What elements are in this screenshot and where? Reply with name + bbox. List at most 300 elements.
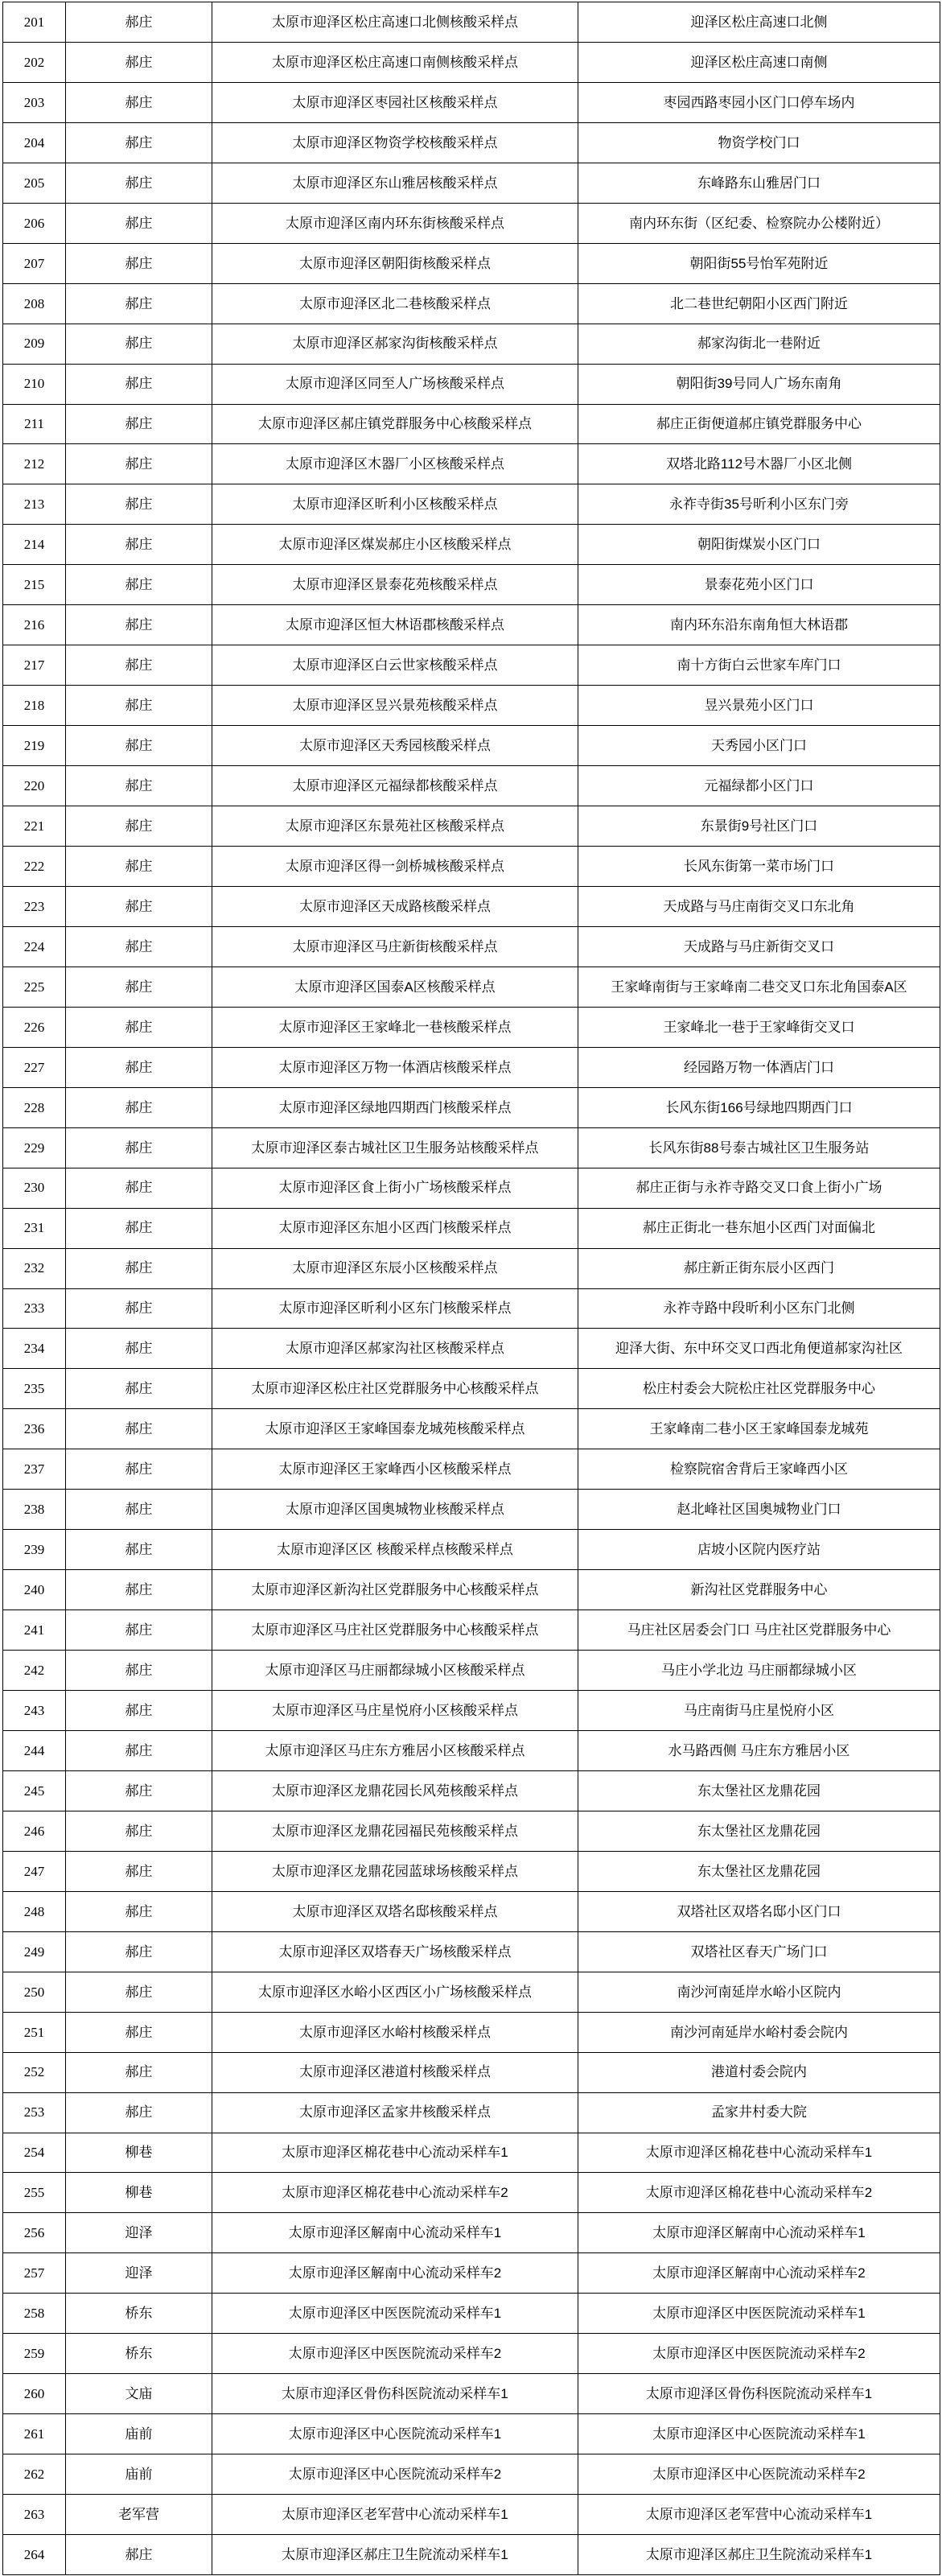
table-row (3, 2253, 940, 2294)
row-number-cell: 240 (3, 1570, 66, 1610)
site-name-cell: 太原市迎泽区元福绿都核酸采样点 (212, 766, 578, 806)
row-number-cell: 261 (3, 2414, 66, 2454)
site-name-cell: 太原市迎泽区港道村核酸采样点 (212, 2052, 578, 2092)
address-cell: 店坡小区院内医疗站 (578, 1530, 940, 1570)
district-cell: 郝庄 (66, 1248, 212, 1288)
table-row (3, 243, 940, 283)
site-name-cell: 太原市迎泽区国泰A区核酸采样点 (212, 967, 578, 1007)
district-cell: 郝庄 (66, 1770, 212, 1811)
site-name-cell: 太原市迎泽区食上街小广场核酸采样点 (212, 1168, 578, 1208)
site-name-cell: 太原市迎泽区北二巷核酸采样点 (212, 283, 578, 324)
row-number-cell: 253 (3, 2092, 66, 2133)
site-name-cell: 太原市迎泽区中医医院流动采样车1 (212, 2294, 578, 2334)
site-name-cell: 太原市迎泽区区 核酸采样点核酸采样点 (212, 1530, 578, 1570)
table-row (3, 2294, 940, 2334)
site-name-cell: 太原市迎泽区同至人广场核酸采样点 (212, 364, 578, 404)
row-number-cell: 231 (3, 1208, 66, 1248)
sampling-sites-table (2, 2, 940, 2575)
site-name-cell: 太原市迎泽区郝家沟街核酸采样点 (212, 324, 578, 364)
site-name-cell: 太原市迎泽区解南中心流动采样车1 (212, 2213, 578, 2253)
table-row (3, 886, 940, 926)
table-row (3, 1730, 940, 1770)
district-cell: 迎泽 (66, 2213, 212, 2253)
row-number-cell: 251 (3, 2012, 66, 2052)
table-row (3, 1530, 940, 1570)
row-number-cell: 256 (3, 2213, 66, 2253)
table-row (3, 645, 940, 686)
address-cell: 枣园西路枣园小区门口停车场内 (578, 82, 940, 122)
district-cell: 郝庄 (66, 645, 212, 686)
district-cell: 迎泽 (66, 2253, 212, 2294)
address-cell: 太原市迎泽区棉花巷中心流动采样车1 (578, 2133, 940, 2173)
table-row (3, 404, 940, 444)
district-cell: 郝庄 (66, 726, 212, 766)
site-name-cell: 太原市迎泽区南内环东街核酸采样点 (212, 203, 578, 243)
row-number-cell: 262 (3, 2454, 66, 2495)
address-cell: 元福绿都小区门口 (578, 766, 940, 806)
site-name-cell: 太原市迎泽区棉花巷中心流动采样车1 (212, 2133, 578, 2173)
address-cell: 迎泽大街、东中环交叉口西北角便道郝家沟社区 (578, 1329, 940, 1369)
table-row (3, 1087, 940, 1127)
district-cell: 郝庄 (66, 1691, 212, 1731)
table-row (3, 2012, 940, 2052)
district-cell: 郝庄 (66, 364, 212, 404)
row-number-cell: 218 (3, 686, 66, 726)
row-number-cell: 264 (3, 2535, 66, 2575)
district-cell: 郝庄 (66, 1329, 212, 1369)
table-row (3, 1931, 940, 1972)
site-name-cell: 太原市迎泽区郝家沟社区核酸采样点 (212, 1329, 578, 1369)
row-number-cell: 209 (3, 324, 66, 364)
address-cell: 南十方街白云世家车库门口 (578, 645, 940, 686)
address-cell: 马庄小学北边 马庄丽都绿城小区 (578, 1651, 940, 1691)
table-row (3, 1691, 940, 1731)
district-cell: 郝庄 (66, 1651, 212, 1691)
address-cell: 王家峰北一巷于王家峰街交叉口 (578, 1007, 940, 1047)
district-cell: 郝庄 (66, 2012, 212, 2052)
district-cell: 郝庄 (66, 1007, 212, 1047)
address-cell: 东太堡社区龙鼎花园 (578, 1811, 940, 1851)
address-cell: 东峰路东山雅居门口 (578, 163, 940, 203)
row-number-cell: 222 (3, 847, 66, 887)
site-name-cell: 太原市迎泽区龙鼎花园蓝球场核酸采样点 (212, 1851, 578, 1891)
site-name-cell: 太原市迎泽区松庄高速口北侧核酸采样点 (212, 2, 578, 43)
row-number-cell: 247 (3, 1851, 66, 1891)
district-cell: 郝庄 (66, 1288, 212, 1329)
site-name-cell: 太原市迎泽区松庄社区党群服务中心核酸采样点 (212, 1369, 578, 1409)
table-row (3, 122, 940, 163)
address-cell: 朝阳街煤炭小区门口 (578, 525, 940, 565)
site-name-cell: 太原市迎泽区朝阳街核酸采样点 (212, 243, 578, 283)
table-row (3, 1007, 940, 1047)
site-name-cell: 太原市迎泽区松庄高速口南侧核酸采样点 (212, 42, 578, 82)
table-row (3, 2092, 940, 2133)
address-cell: 郝庄正街便道郝庄镇党群服务中心 (578, 404, 940, 444)
row-number-cell: 201 (3, 2, 66, 43)
address-cell: 王家峰南街与王家峰南二巷交叉口东北角国泰A区 (578, 967, 940, 1007)
row-number-cell: 228 (3, 1087, 66, 1127)
district-cell: 桥东 (66, 2334, 212, 2374)
site-name-cell: 太原市迎泽区天成路核酸采样点 (212, 886, 578, 926)
row-number-cell: 230 (3, 1168, 66, 1208)
site-name-cell: 太原市迎泽区东景苑社区核酸采样点 (212, 806, 578, 847)
row-number-cell: 263 (3, 2495, 66, 2535)
row-number-cell: 241 (3, 1610, 66, 1651)
address-cell: 太原市迎泽区棉花巷中心流动采样车2 (578, 2173, 940, 2213)
table-row (3, 2495, 940, 2535)
district-cell: 郝庄 (66, 1570, 212, 1610)
district-cell: 郝庄 (66, 1891, 212, 1931)
site-name-cell: 太原市迎泽区骨伤科医院流动采样车1 (212, 2374, 578, 2414)
district-cell: 郝庄 (66, 324, 212, 364)
site-name-cell: 太原市迎泽区新沟社区党群服务中心核酸采样点 (212, 1570, 578, 1610)
address-cell: 太原市迎泽区解南中心流动采样车1 (578, 2213, 940, 2253)
site-name-cell: 太原市迎泽区昕利小区核酸采样点 (212, 484, 578, 525)
address-cell: 长风东街166号绿地四期西门口 (578, 1087, 940, 1127)
district-cell: 郝庄 (66, 2092, 212, 2133)
site-name-cell: 太原市迎泽区天秀园核酸采样点 (212, 726, 578, 766)
district-cell: 桥东 (66, 2294, 212, 2334)
row-number-cell: 232 (3, 1248, 66, 1288)
address-cell: 物资学校门口 (578, 122, 940, 163)
district-cell: 郝庄 (66, 1530, 212, 1570)
site-name-cell: 太原市迎泽区马庄东方雅居小区核酸采样点 (212, 1730, 578, 1770)
district-cell: 郝庄 (66, 243, 212, 283)
site-name-cell: 太原市迎泽区龙鼎花园长风苑核酸采样点 (212, 1770, 578, 1811)
address-cell: 太原市迎泽区中心医院流动采样车2 (578, 2454, 940, 2495)
table-row (3, 1248, 940, 1288)
table-row (3, 364, 940, 404)
table-row (3, 82, 940, 122)
district-cell: 郝庄 (66, 1972, 212, 2012)
row-number-cell: 235 (3, 1369, 66, 1409)
address-cell: 太原市迎泽区骨伤科医院流动采样车1 (578, 2374, 940, 2414)
row-number-cell: 208 (3, 283, 66, 324)
district-cell: 郝庄 (66, 1087, 212, 1127)
row-number-cell: 221 (3, 806, 66, 847)
site-name-cell: 太原市迎泽区双塔名邸核酸采样点 (212, 1891, 578, 1931)
address-cell: 松庄村委会大院松庄社区党群服务中心 (578, 1369, 940, 1409)
table-row (3, 2374, 940, 2414)
table-row (3, 1851, 940, 1891)
district-cell: 郝庄 (66, 967, 212, 1007)
address-cell: 港道村委会院内 (578, 2052, 940, 2092)
table-row (3, 42, 940, 82)
district-cell: 郝庄 (66, 444, 212, 484)
address-cell: 检察院宿舍背后王家峰西小区 (578, 1449, 940, 1490)
district-cell: 郝庄 (66, 1931, 212, 1972)
table-row (3, 1369, 940, 1409)
row-number-cell: 227 (3, 1047, 66, 1087)
address-cell: 王家峰南二巷小区王家峰国泰龙城苑 (578, 1409, 940, 1449)
site-name-cell: 太原市迎泽区解南中心流动采样车2 (212, 2253, 578, 2294)
site-name-cell: 太原市迎泽区双塔春天广场核酸采样点 (212, 1931, 578, 1972)
site-name-cell: 太原市迎泽区昕利小区东门核酸采样点 (212, 1288, 578, 1329)
site-name-cell: 太原市迎泽区马庄丽都绿城小区核酸采样点 (212, 1651, 578, 1691)
site-name-cell: 太原市迎泽区绿地四期西门核酸采样点 (212, 1087, 578, 1127)
table-row (3, 283, 940, 324)
site-name-cell: 太原市迎泽区景泰花苑核酸采样点 (212, 565, 578, 605)
district-cell: 郝庄 (66, 847, 212, 887)
site-name-cell: 太原市迎泽区枣园社区核酸采样点 (212, 82, 578, 122)
address-cell: 南沙河南延岸水峪小区院内 (578, 1972, 940, 2012)
row-number-cell: 219 (3, 726, 66, 766)
address-cell: 经园路万物一体酒店门口 (578, 1047, 940, 1087)
address-cell: 水马路西侧 马庄东方雅居小区 (578, 1730, 940, 1770)
row-number-cell: 217 (3, 645, 66, 686)
district-cell: 郝庄 (66, 926, 212, 967)
row-number-cell: 223 (3, 886, 66, 926)
district-cell: 柳巷 (66, 2173, 212, 2213)
address-cell: 东景街9号社区门口 (578, 806, 940, 847)
district-cell: 郝庄 (66, 2535, 212, 2575)
table-row (3, 2133, 940, 2173)
table-row (3, 1329, 940, 1369)
site-name-cell: 太原市迎泽区孟家井核酸采样点 (212, 2092, 578, 2133)
site-name-cell: 太原市迎泽区棉花巷中心流动采样车2 (212, 2173, 578, 2213)
table-row (3, 1610, 940, 1651)
table-row (3, 1208, 940, 1248)
row-number-cell: 233 (3, 1288, 66, 1329)
table-row (3, 1288, 940, 1329)
table-row (3, 1891, 940, 1931)
table-row (3, 726, 940, 766)
table-row (3, 565, 940, 605)
sampling-sites-table-container (2, 2, 940, 2574)
row-number-cell: 259 (3, 2334, 66, 2374)
district-cell: 郝庄 (66, 122, 212, 163)
row-number-cell: 244 (3, 1730, 66, 1770)
table-row (3, 2173, 940, 2213)
row-number-cell: 239 (3, 1530, 66, 1570)
row-number-cell: 242 (3, 1651, 66, 1691)
address-cell: 北二巷世纪朝阳小区西门附近 (578, 283, 940, 324)
row-number-cell: 214 (3, 525, 66, 565)
table-row (3, 525, 940, 565)
row-number-cell: 237 (3, 1449, 66, 1490)
row-number-cell: 246 (3, 1811, 66, 1851)
table-row (3, 967, 940, 1007)
table-row (3, 1570, 940, 1610)
row-number-cell: 203 (3, 82, 66, 122)
district-cell: 郝庄 (66, 1409, 212, 1449)
address-cell: 迎泽区松庄高速口南侧 (578, 42, 940, 82)
address-cell: 赵北峰社区国奥城物业门口 (578, 1490, 940, 1530)
sampling-sites-table-body (3, 2, 940, 2575)
district-cell: 郝庄 (66, 1610, 212, 1651)
row-number-cell: 249 (3, 1931, 66, 1972)
address-cell: 双塔社区双塔名邸小区门口 (578, 1891, 940, 1931)
row-number-cell: 212 (3, 444, 66, 484)
address-cell: 天秀园小区门口 (578, 726, 940, 766)
address-cell: 昱兴景苑小区门口 (578, 686, 940, 726)
address-cell: 天成路与马庄南街交叉口东北角 (578, 886, 940, 926)
site-name-cell: 太原市迎泽区泰古城社区卫生服务站核酸采样点 (212, 1127, 578, 1168)
row-number-cell: 205 (3, 163, 66, 203)
district-cell: 文庙 (66, 2374, 212, 2414)
site-name-cell: 太原市迎泽区王家峰西小区核酸采样点 (212, 1449, 578, 1490)
row-number-cell: 254 (3, 2133, 66, 2173)
district-cell: 郝庄 (66, 766, 212, 806)
table-row (3, 766, 940, 806)
table-row (3, 806, 940, 847)
district-cell: 郝庄 (66, 2052, 212, 2092)
site-name-cell: 太原市迎泽区万物一体酒店核酸采样点 (212, 1047, 578, 1087)
site-name-cell: 太原市迎泽区物资学校核酸采样点 (212, 122, 578, 163)
address-cell: 郝庄正街北一巷东旭小区西门对面偏北 (578, 1208, 940, 1248)
site-name-cell: 太原市迎泽区中医医院流动采样车2 (212, 2334, 578, 2374)
site-name-cell: 太原市迎泽区东辰小区核酸采样点 (212, 1248, 578, 1288)
site-name-cell: 太原市迎泽区龙鼎花园福民苑核酸采样点 (212, 1811, 578, 1851)
table-row (3, 2535, 940, 2575)
table-row (3, 2, 940, 43)
table-row (3, 1168, 940, 1208)
row-number-cell: 252 (3, 2052, 66, 2092)
site-name-cell: 太原市迎泽区白云世家核酸采样点 (212, 645, 578, 686)
site-name-cell: 太原市迎泽区水峪村核酸采样点 (212, 2012, 578, 2052)
table-row (3, 1449, 940, 1490)
row-number-cell: 229 (3, 1127, 66, 1168)
row-number-cell: 220 (3, 766, 66, 806)
district-cell: 郝庄 (66, 404, 212, 444)
table-row (3, 847, 940, 887)
table-row (3, 1127, 940, 1168)
row-number-cell: 258 (3, 2294, 66, 2334)
table-row (3, 2414, 940, 2454)
district-cell: 郝庄 (66, 886, 212, 926)
address-cell: 郝庄正街与永祚寺路交叉口食上街小广场 (578, 1168, 940, 1208)
district-cell: 郝庄 (66, 203, 212, 243)
district-cell: 庙前 (66, 2414, 212, 2454)
site-name-cell: 太原市迎泽区中心医院流动采样车1 (212, 2414, 578, 2454)
table-row (3, 1770, 940, 1811)
table-row (3, 686, 940, 726)
address-cell: 朝阳街39号同人广场东南角 (578, 364, 940, 404)
district-cell: 柳巷 (66, 2133, 212, 2173)
site-name-cell: 太原市迎泽区恒大林语郡核酸采样点 (212, 605, 578, 645)
row-number-cell: 202 (3, 42, 66, 82)
row-number-cell: 210 (3, 364, 66, 404)
site-name-cell: 太原市迎泽区马庄新街核酸采样点 (212, 926, 578, 967)
table-row (3, 2454, 940, 2495)
site-name-cell: 太原市迎泽区郝庄卫生院流动采样车1 (212, 2535, 578, 2575)
table-row (3, 1811, 940, 1851)
row-number-cell: 216 (3, 605, 66, 645)
district-cell: 郝庄 (66, 82, 212, 122)
site-name-cell: 太原市迎泽区东山雅居核酸采样点 (212, 163, 578, 203)
site-name-cell: 太原市迎泽区郝庄镇党群服务中心核酸采样点 (212, 404, 578, 444)
district-cell: 郝庄 (66, 686, 212, 726)
district-cell: 郝庄 (66, 1168, 212, 1208)
table-row (3, 605, 940, 645)
address-cell: 南内环东沿东南角恒大林语郡 (578, 605, 940, 645)
address-cell: 南内环东街（区纪委、检察院办公楼附近） (578, 203, 940, 243)
address-cell: 马庄社区居委会门口 马庄社区党群服务中心 (578, 1610, 940, 1651)
address-cell: 迎泽区松庄高速口北侧 (578, 2, 940, 43)
district-cell: 郝庄 (66, 1811, 212, 1851)
table-row (3, 2334, 940, 2374)
site-name-cell: 太原市迎泽区东旭小区西门核酸采样点 (212, 1208, 578, 1248)
district-cell: 郝庄 (66, 42, 212, 82)
row-number-cell: 238 (3, 1490, 66, 1530)
address-cell: 太原市迎泽区解南中心流动采样车2 (578, 2253, 940, 2294)
table-row (3, 2052, 940, 2092)
table-row (3, 1409, 940, 1449)
address-cell: 双塔社区春天广场门口 (578, 1931, 940, 1972)
row-number-cell: 260 (3, 2374, 66, 2414)
address-cell: 景泰花苑小区门口 (578, 565, 940, 605)
district-cell: 郝庄 (66, 1490, 212, 1530)
table-row (3, 203, 940, 243)
table-row (3, 444, 940, 484)
row-number-cell: 243 (3, 1691, 66, 1731)
row-number-cell: 207 (3, 243, 66, 283)
site-name-cell: 太原市迎泽区马庄社区党群服务中心核酸采样点 (212, 1610, 578, 1651)
row-number-cell: 226 (3, 1007, 66, 1047)
site-name-cell: 太原市迎泽区老军营中心流动采样车1 (212, 2495, 578, 2535)
district-cell: 郝庄 (66, 1851, 212, 1891)
address-cell: 长风东街88号泰古城社区卫生服务站 (578, 1127, 940, 1168)
row-number-cell: 215 (3, 565, 66, 605)
row-number-cell: 245 (3, 1770, 66, 1811)
row-number-cell: 257 (3, 2253, 66, 2294)
site-name-cell: 太原市迎泽区得一剑桥城核酸采样点 (212, 847, 578, 887)
district-cell: 郝庄 (66, 1449, 212, 1490)
district-cell: 郝庄 (66, 1208, 212, 1248)
row-number-cell: 204 (3, 122, 66, 163)
district-cell: 老军营 (66, 2495, 212, 2535)
district-cell: 郝庄 (66, 1047, 212, 1087)
district-cell: 郝庄 (66, 806, 212, 847)
table-row (3, 926, 940, 967)
district-cell: 郝庄 (66, 283, 212, 324)
address-cell: 永祚寺街35号昕利小区东门旁 (578, 484, 940, 525)
district-cell: 庙前 (66, 2454, 212, 2495)
table-row (3, 163, 940, 203)
table-row (3, 2213, 940, 2253)
site-name-cell: 太原市迎泽区王家峰国泰龙城苑核酸采样点 (212, 1409, 578, 1449)
site-name-cell: 太原市迎泽区马庄星悦府小区核酸采样点 (212, 1691, 578, 1731)
district-cell: 郝庄 (66, 484, 212, 525)
district-cell: 郝庄 (66, 1127, 212, 1168)
address-cell: 郝庄新正街东辰小区西门 (578, 1248, 940, 1288)
row-number-cell: 236 (3, 1409, 66, 1449)
address-cell: 长风东街第一菜市场门口 (578, 847, 940, 887)
district-cell: 郝庄 (66, 605, 212, 645)
table-row (3, 484, 940, 525)
row-number-cell: 250 (3, 1972, 66, 2012)
address-cell: 新沟社区党群服务中心 (578, 1570, 940, 1610)
district-cell: 郝庄 (66, 525, 212, 565)
row-number-cell: 225 (3, 967, 66, 1007)
district-cell: 郝庄 (66, 2, 212, 43)
address-cell: 郝家沟街北一巷附近 (578, 324, 940, 364)
address-cell: 东太堡社区龙鼎花园 (578, 1851, 940, 1891)
address-cell: 太原市迎泽区中医医院流动采样车1 (578, 2294, 940, 2334)
row-number-cell: 213 (3, 484, 66, 525)
table-row (3, 1047, 940, 1087)
site-name-cell: 太原市迎泽区王家峰北一巷核酸采样点 (212, 1007, 578, 1047)
address-cell: 双塔北路112号木器厂小区北侧 (578, 444, 940, 484)
address-cell: 南沙河南延岸水峪村委会院内 (578, 2012, 940, 2052)
site-name-cell: 太原市迎泽区木器厂小区核酸采样点 (212, 444, 578, 484)
site-name-cell: 太原市迎泽区国奥城物业核酸采样点 (212, 1490, 578, 1530)
address-cell: 太原市迎泽区中心医院流动采样车1 (578, 2414, 940, 2454)
address-cell: 朝阳街55号怡军苑附近 (578, 243, 940, 283)
district-cell: 郝庄 (66, 163, 212, 203)
site-name-cell: 太原市迎泽区中心医院流动采样车2 (212, 2454, 578, 2495)
address-cell: 孟家井村委大院 (578, 2092, 940, 2133)
